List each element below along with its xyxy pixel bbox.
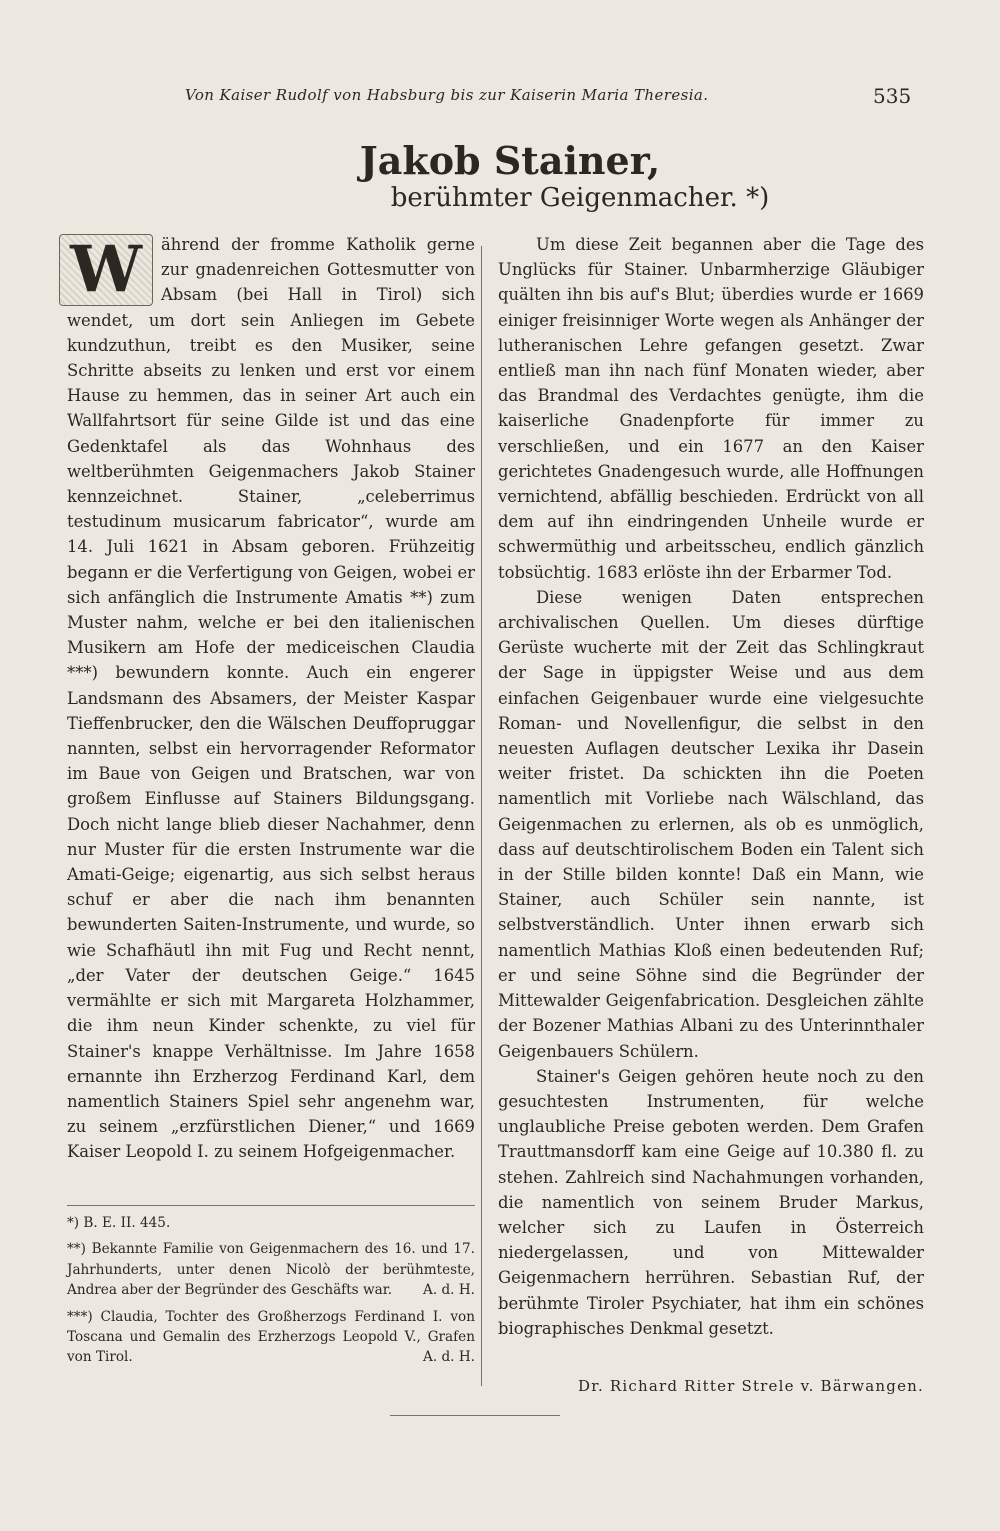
footnotes — [67, 1213, 475, 1374]
left-column-text: ährend der fromme Katholik gerne zur gnadenreichen Gottesmutter von Absam (bei Hall in Tirol) sich wendet, um dort sein Anliegen im Gebete kundzuthun, treibt es den Musiker, seine Schritte abseits zu lenken und erst vor einem Hause zu hemmen, das in seiner Art auch ein Wallfahrtsort für seine Gilde ist und das eine Gedenktafel als das Wohnhaus des weltberühmten Geigenmachers Jakob Stainer kennzeichnet. Stainer, „celeberrimus testudinum musicarum fabricator“, wurde am 14. Juli 1621 in Absam geboren. Frühzeitig begann er die Verfertigung von Geigen, wobei er sich anfänglich die Instrumente Amatis **) zum Muster nahm, welche er bei den italienischen Musikern am Hofe der mediceischen Claudia ***) bewundern konnte. Auch ein engerer Landsmann des Absamers, der Meister Kaspar Tieffenbrucker, den die Wälschen Deuffopruggar nannten, selbst ein hervorragender Reformator im Baue von Geigen und Bratschen, war von großem Einflusse auf Stainers Bildungsgang. Doch nicht lange blieb dieser Nachahmer, denn nur Muster für die ersten Instrumente war die Amati-Geige; eigenartig, aus sich selbst heraus schuf er aber die nach ihm benannten bewunderten Saiten-Instrumente, und wurde, so wie Schafhäutl ihn mit Fug und Recht nennt, „der Vater der deutschen Geige.“ 1645 vermählte er sich mit Margareta Holzhammer, die ihm neun Kinder schenkte, zu viel für Stainer's knappe Verhältnisse. Im Jahre 1658 ernannte ihn Erzherzog Ferdinand Karl, dem namentlich Stainers Spiel sehr angenehm war, zu seinem „erzfürstlichen Diener,“ und 1669 Kaiser Leopold I. zu seinem Hofgeigenmacher. — [67, 235, 475, 1162]
footnote-text: *) B. E. II. 445. — [67, 1215, 171, 1231]
footnote — [67, 1239, 475, 1300]
footnote-signature: A. d. H. — [423, 1349, 475, 1366]
author-signature: Dr. Richard Ritter Strele v. Bärwangen. — [578, 1377, 924, 1395]
opening-paragraph — [67, 232, 475, 1165]
ornamental-initial: W — [59, 234, 153, 306]
column-divider — [481, 246, 482, 1386]
footnote-divider — [67, 1205, 475, 1206]
footnote-text: **) Bekannte Familie von Geigenmachern des 16. und 17. Jahrhunderts, unter denen Nicolò der berühmteste, Andrea aber der Begründer des Geschäfts war. — [67, 1241, 475, 1299]
left-column — [67, 232, 475, 1165]
end-rule — [390, 1415, 560, 1416]
paragraph: Um diese Zeit begannen aber die Tage des Unglücks für Stainer. Unbarmherzige Gläubiger quälten ihn bis auf's Blut; überdies wurde er 1669 einiger freisinniger Worte wegen als Anhänger der lutheranischen Lehre gefangen gesetzt. Zwar entließ man ihn nach fünf Monaten wieder, aber das Brandmal des Verdachtes genügte, ihm die kaiserliche Gnadenpforte für immer zu verschließen, und ein 1677 an den Kaiser gerichtetes Gnadengesuch wurde, alle Hoffnungen vernichtend, abfällig beschieden. Erdrückt von all dem auf ihn eindringenden Unheile wurde er schwermüthig und arbeitsscheu, endlich gänzlich tobsüchtig. 1683 erlöste ihn der Erbarmer Tod. — [498, 235, 924, 582]
paragraph: Diese wenigen Daten entsprechen archivalischen Quellen. Um dieses dürftige Gerüste wucherte mit der Zeit das Schlingkraut der Sage in üppigster Weise und aus dem einfachen Geigenbauer wurde eine vielgesuchte Roman- und Novellenfigur, die selbst in den neuesten Auflagen deutscher Lexika ihr Dasein weiter fristet. Da schickten ihn die Poeten namentlich mit Vorliebe nach Wälschland, das Geigenmachen zu erlernen, als ob es unmöglich, dass auf deutschtirolischem Boden ein Talent sich in der Stille bilden konnte! Daß ein Mann, wie Stainer, auch Schüler sein nannte, ist selbstverständlich. Unter ihnen erwarb sich namentlich Mathias Kloß einen bedeutenden Ruf; er und seine Söhne sind die Begründer der Mittewalder Geigenfabrication. Desgleichen zählte der Bozener Mathias Albani zu des Unterinnthaler Geigenbauers Schülern. — [498, 587, 924, 1061]
running-head: Von Kaiser Rudolf von Habsburg bis zur Kaiserin Maria Theresia. — [185, 86, 709, 104]
footnote-signature: A. d. H. — [423, 1282, 475, 1299]
right-column — [498, 232, 924, 1341]
footnote-text: ***) Claudia, Tochter des Großherzogs Ferdinand I. von Toscana und Gemalin des Erzherzogs Leopold V., Grafen von Tirol. — [67, 1308, 475, 1366]
footnote — [67, 1307, 475, 1368]
paragraph: Stainer's Geigen gehören heute noch zu den gesuchtesten Instrumenten, für welche unglaubliche Preise geboten werden. Dem Grafen Trauttmansdorff kam eine Geige auf 10.380 fl. zu stehen. Zahlreich sind Nachahmungen vorhanden, die namentlich von seinem Bruder Markus, welcher sich zu Laufen in Österreich niedergelassen, und von Mittewalder Geigenmachern herrühren. Sebastian Ruf, der berühmte Tiroler Psychiater, hat ihm ein schönes biographisches Denkmal gesetzt. — [498, 1066, 924, 1338]
article-subtitle: berühmter Geigenmacher. *) — [390, 183, 770, 213]
page-number: 535 — [873, 84, 912, 108]
footnote — [67, 1213, 475, 1233]
article-title: Jakob Stainer, — [359, 138, 661, 183]
